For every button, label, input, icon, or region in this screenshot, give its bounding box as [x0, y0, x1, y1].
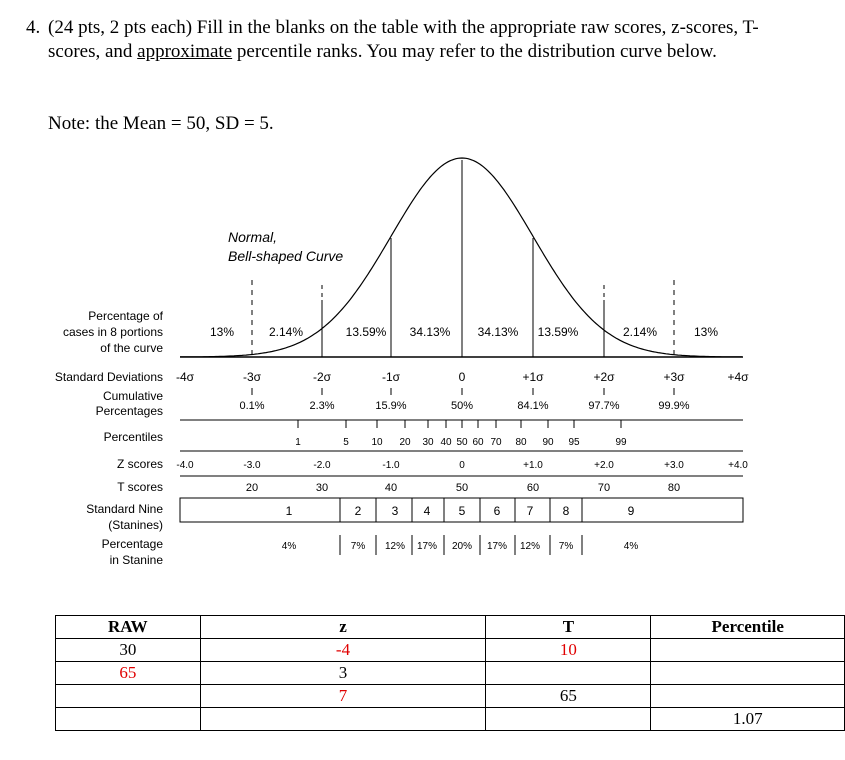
stanine-label-1: 2 [354, 504, 362, 518]
cell-raw[interactable] [56, 685, 201, 708]
cell-t[interactable] [486, 708, 651, 731]
percentile-label-4: 30 [422, 437, 434, 448]
label-tscores: T scores [117, 480, 163, 494]
percentile-label-7: 60 [472, 437, 484, 448]
zscore-label-5: +1.0 [523, 460, 543, 471]
header-z: z [200, 616, 486, 639]
portion-1: 2.14% [268, 325, 304, 339]
cell-raw[interactable]: 30 [56, 639, 201, 662]
stanine-pct-label-2: 12% [384, 541, 406, 552]
cell-percentile[interactable] [651, 685, 845, 708]
table-row [56, 685, 845, 708]
label-stanine-2: (Stanines) [108, 518, 163, 532]
label-sd: Standard Deviations [54, 370, 163, 384]
label-stanine-1: Standard Nine [86, 502, 163, 516]
portion-3: 34.13% [409, 325, 451, 339]
label-percentage-3: of the curve [100, 341, 163, 355]
percentile-label-0: 1 [295, 437, 301, 448]
zscore-label-6: +2.0 [594, 460, 614, 471]
percentile-label-2: 10 [371, 437, 383, 448]
sd-label-1: -3σ [242, 370, 262, 384]
portion-7: 13% [693, 325, 719, 339]
stanine-label-2: 3 [391, 504, 399, 518]
sd-label-5: +1σ [522, 370, 544, 384]
answer-table [55, 615, 845, 731]
percentile-label-6: 50 [456, 437, 468, 448]
label-zscores: Z scores [116, 457, 163, 471]
percentile-label-1: 5 [343, 437, 349, 448]
cell-z[interactable]: 3 [200, 662, 486, 685]
stanine-label-0: 1 [285, 504, 293, 518]
question-text-before: (24 pts, 2 pts each) Fill in the blanks on the table with the appropriate raw scores, z-scores, T-scores, and [48, 17, 759, 62]
cell-percentile[interactable] [651, 639, 845, 662]
percentile-label-3: 20 [399, 437, 411, 448]
cell-percentile[interactable] [651, 662, 845, 685]
curve-title-line1: Normal, [228, 229, 278, 245]
sd-label-7: +3σ [663, 370, 685, 384]
label-percentiles: Percentiles [103, 430, 163, 444]
table-row [56, 662, 845, 685]
stanine-label-5: 6 [493, 504, 501, 518]
cumulative-label-1: 2.3% [309, 400, 335, 412]
stanine-pct-label-4: 20% [451, 541, 473, 552]
portion-0: 13% [209, 325, 235, 339]
sd-label-4: 0 [458, 370, 466, 384]
stanine-label-3: 4 [423, 504, 431, 518]
cumulative-label-2: 15.9% [375, 400, 407, 412]
tscore-label-6: 80 [667, 482, 681, 494]
zscore-label-2: -2.0 [313, 460, 331, 471]
cell-raw[interactable]: 65 [56, 662, 201, 685]
cumulative-label-6: 99.9% [658, 400, 690, 412]
sd-label-0: -4σ [175, 370, 195, 384]
portion-2: 13.59% [345, 325, 387, 339]
sd-label-6: +2σ [593, 370, 615, 384]
sd-label-8: +4σ [727, 370, 749, 384]
tscore-label-1: 30 [315, 482, 329, 494]
note-text: Note: the Mean = 50, SD = 5. [48, 113, 274, 134]
label-pct-stanine-2: in Stanine [109, 553, 163, 567]
header-raw: RAW [56, 616, 201, 639]
cell-t[interactable]: 10 [486, 639, 651, 662]
percentile-label-12: 99 [615, 437, 627, 448]
label-cumulative-1: Cumulative [102, 389, 163, 403]
label-percentage-1: Percentage of [88, 309, 163, 323]
percentile-label-8: 70 [490, 437, 502, 448]
percentile-label-5: 40 [440, 437, 452, 448]
zscore-label-7: +3.0 [664, 460, 684, 471]
label-pct-stanine-1: Percentage [101, 537, 163, 551]
table-header-row [56, 616, 845, 639]
cell-t[interactable] [486, 662, 651, 685]
stanine-label-6: 7 [526, 504, 534, 518]
stanine-pct-label-0: 4% [281, 541, 297, 552]
cumulative-label-5: 97.7% [588, 400, 620, 412]
header-percentile: Percentile [651, 616, 845, 639]
cumulative-label-0: 0.1% [239, 400, 265, 412]
percentile-label-10: 90 [542, 437, 554, 448]
stanine-label-4: 5 [458, 504, 466, 518]
table-row [56, 708, 845, 731]
cell-t[interactable]: 65 [486, 685, 651, 708]
tscore-label-2: 40 [384, 482, 398, 494]
label-percentage-2: cases in 8 portions [62, 325, 163, 339]
sd-label-2: -2σ [312, 370, 332, 384]
tscore-label-5: 70 [597, 482, 611, 494]
cumulative-label-3: 50% [450, 400, 474, 412]
zscore-label-3: -1.0 [382, 460, 400, 471]
stanine-pct-label-6: 12% [519, 541, 541, 552]
stanine-pct-label-5: 17% [486, 541, 508, 552]
stanine-pct-label-3: 17% [416, 541, 438, 552]
sd-label-3: -1σ [381, 370, 401, 384]
stanine-pct-label-1: 7% [350, 541, 366, 552]
stanine-pct-label-7: 7% [558, 541, 574, 552]
tscore-label-0: 20 [245, 482, 259, 494]
question-text-after: percentile ranks. You may refer to the distribution curve below. [236, 41, 717, 62]
header-t: T [486, 616, 651, 639]
cell-z[interactable]: -4 [200, 639, 486, 662]
cell-z[interactable]: 7 [200, 685, 486, 708]
question-underlined-word: approximate [137, 41, 233, 62]
percentile-label-9: 80 [515, 437, 527, 448]
label-cumulative-2: Percentages [95, 404, 163, 418]
percentile-label-11: 95 [568, 437, 580, 448]
question-number: 4. [26, 17, 41, 38]
tscore-label-3: 50 [455, 482, 469, 494]
zscore-label-8: +4.0 [728, 460, 748, 471]
tscore-label-4: 60 [526, 482, 540, 494]
cell-raw[interactable] [56, 708, 201, 731]
zscore-label-4: 0 [459, 460, 465, 471]
portion-6: 2.14% [622, 325, 658, 339]
portion-5: 13.59% [537, 325, 579, 339]
table-row [56, 639, 845, 662]
cell-percentile[interactable]: 1.07 [651, 708, 845, 731]
portion-4: 34.13% [477, 325, 519, 339]
zscore-label-0: -4.0 [176, 460, 194, 471]
stanine-label-7: 8 [562, 504, 570, 518]
cell-z[interactable] [200, 708, 486, 731]
stanine-label-8: 9 [627, 504, 635, 518]
zscore-label-1: -3.0 [243, 460, 261, 471]
curve-title-line2: Bell-shaped Curve [228, 248, 344, 264]
cumulative-label-4: 84.1% [517, 400, 549, 412]
stanine-pct-label-8: 4% [623, 541, 639, 552]
